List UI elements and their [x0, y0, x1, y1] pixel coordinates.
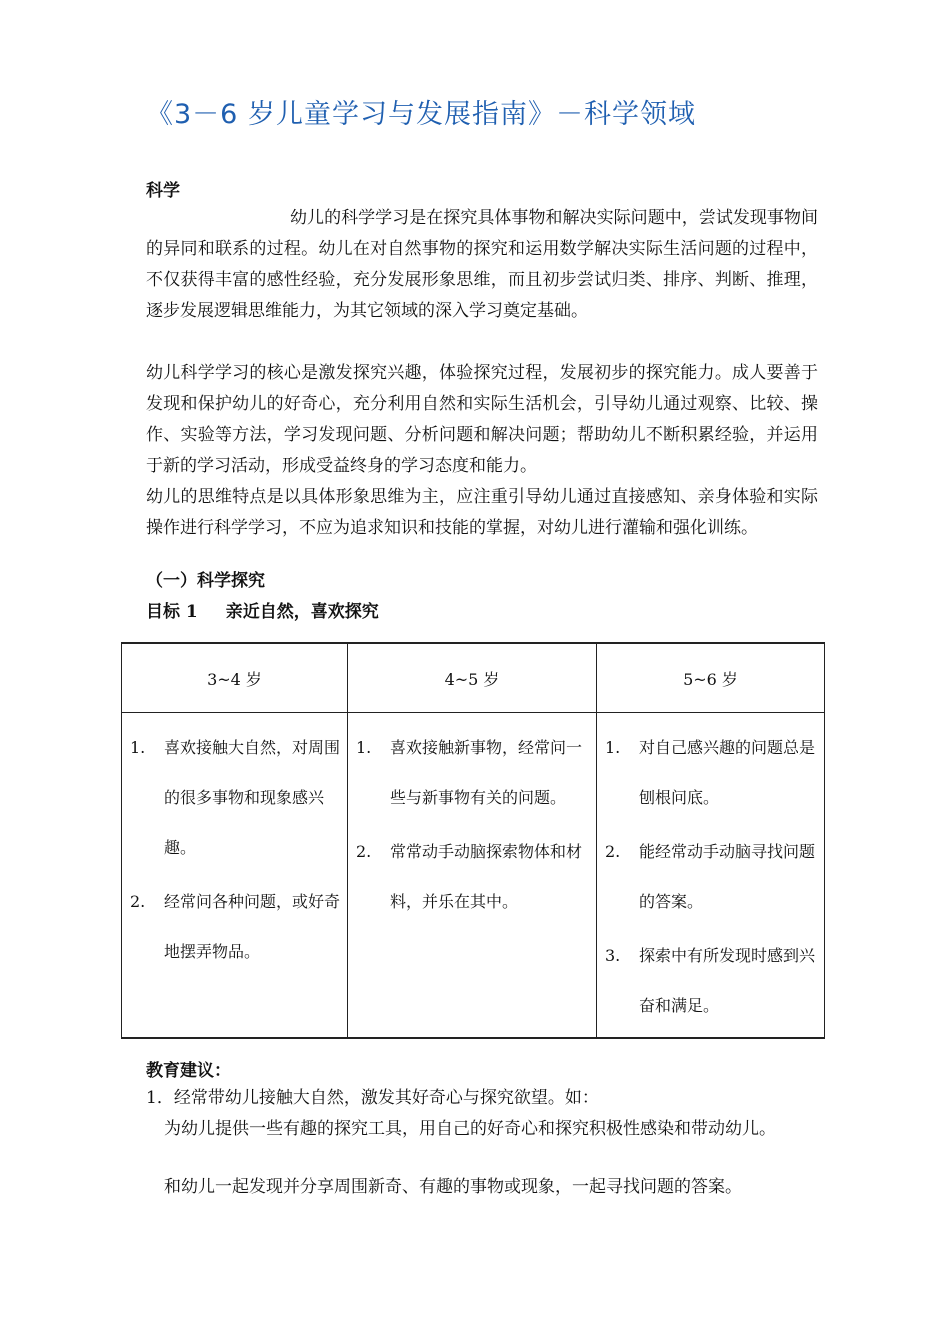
advice-title: 教育建议： [146, 1061, 231, 1081]
intro-paragraph-2: 幼儿科学学习的核心是激发探究兴趣，体验探究过程，发展初步的探究能力。成人要善于发现和保护幼儿的好奇心，充分利用自然和实际生活机会，引导幼儿通过观察、比较、操作、实验等方法，学习发现问题、分析问题和解决问题；帮助幼儿不断积累经验，并运用于新的学习活动，形成受益终身的学习态度和能力。 [146, 363, 818, 476]
item-text: 经常问各种问题，或好奇地摆弄物品。 [164, 892, 341, 961]
item-text: 对自己感兴趣的问题总是刨根问底。 [639, 738, 816, 807]
item-number: 1. [605, 738, 621, 757]
section-label: 科学 [146, 181, 180, 201]
list-item [356, 723, 590, 823]
list-item [605, 723, 818, 823]
list-item [356, 827, 590, 927]
list-item [130, 877, 341, 977]
goal-table [121, 642, 825, 1039]
list-item [130, 723, 341, 873]
item-text: 常常动手动脑探索物体和材料，并乐在其中。 [390, 842, 583, 911]
item-text: 能经常动手动脑寻找问题的答案。 [639, 842, 816, 911]
intro-paragraph-1: 幼儿的科学学习是在探究具体事物和解决实际问题中，尝试发现事物间的异同和联系的过程。幼儿在对自然事物的探究和运用数学解决实际生活问题的过程中，不仅获得丰富的感性经验，充分发展形象思维，而且初步尝试归类、排序、判断、推理，逐步发展逻辑思维能力，为其它领域的深入学习奠定基础。 [146, 208, 818, 321]
item-number: 2. [130, 892, 146, 911]
age-header-4-5: 4~5 岁 [348, 643, 597, 713]
age-column-5-6 [597, 713, 825, 1039]
intro-paragraph-3: 幼儿的思维特点是以具体形象思维为主，应注重引导幼儿通过直接感知、亲身体验和实际操作进行科学学习，不应为追求知识和技能的掌握，对幼儿进行灌输和强化训练。 [146, 487, 818, 538]
advice-paragraph-1: 为幼儿提供一些有趣的探究工具，用自己的好奇心和探究积极性感染和带动幼儿。 [164, 1119, 776, 1139]
item-number: 2. [356, 842, 372, 861]
age-column-4-5 [348, 713, 597, 1039]
item-text: 喜欢接触大自然，对周围的很多事物和现象感兴趣。 [164, 738, 341, 857]
age-header-3-4: 3~4 岁 [122, 643, 348, 713]
list-item [605, 931, 818, 1031]
subsection-heading: （一）科学探究 [146, 571, 265, 591]
item-text: 探索中有所发现时感到兴奋和满足。 [639, 946, 816, 1015]
item-number: 1. [130, 738, 146, 757]
advice-item-1: 1．经常带幼儿接触大自然，激发其好奇心与探究欲望。如： [146, 1088, 599, 1108]
item-number: 1. [356, 738, 372, 757]
item-text: 喜欢接触新事物，经常问一些与新事物有关的问题。 [390, 738, 583, 807]
advice-paragraph-2: 和幼儿一起发现并分享周围新奇、有趣的事物或现象，一起寻找问题的答案。 [164, 1177, 742, 1197]
item-number: 2. [605, 842, 621, 861]
age-header-5-6: 5~6 岁 [597, 643, 825, 713]
item-number: 3. [605, 946, 621, 965]
goal-number: 目标 1 [146, 602, 198, 622]
age-column-3-4 [122, 713, 348, 1039]
goal-heading [146, 597, 379, 622]
list-item [605, 827, 818, 927]
page-title: 《3－6 岁儿童学习与发展指南》－科学领域 [146, 99, 696, 130]
goal-text: 亲近自然，喜欢探究 [225, 602, 379, 622]
